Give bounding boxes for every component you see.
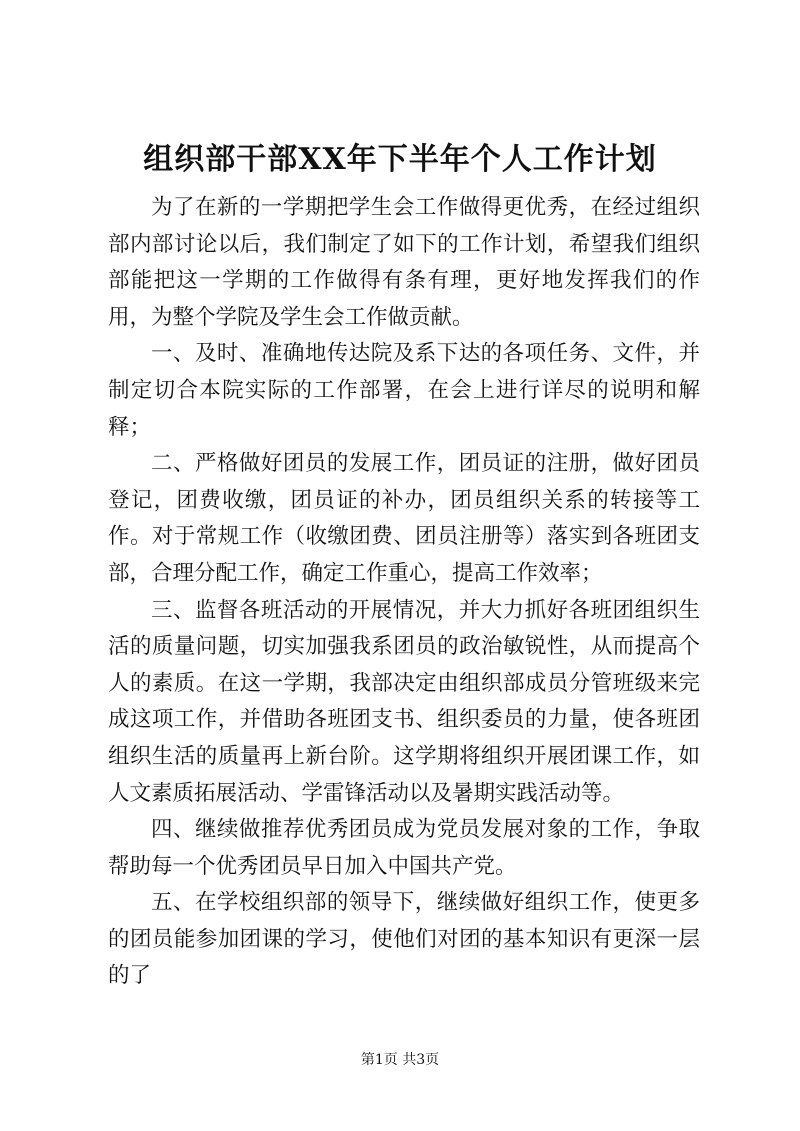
document-title: 组织部干部XX年下半年个人工作计划 (143, 142, 657, 177)
paragraph-item-1: 一、及时、准确地传达院及系下达的各项任务、文件，并制定切合本院实际的工作部署，在会上进行详尽的说明和解释； (108, 341, 700, 440)
document-body (108, 190, 700, 995)
paragraph-item-2: 二、严格做好团员的发展工作，团员证的注册，做好团员登记，团费收缴，团员证的补办，团员组织关系的转接等工作。对于常规工作（收缴团费、团员注册等）落实到各班团支部，合理分配工作，确定工作重心，提高工作效率； (108, 451, 700, 586)
paragraph-intro: 为了在新的一学期把学生会工作做得更优秀，在经过组织部内部讨论以后，我们制定了如下的工作计划，希望我们组织部能把这一学期的工作做得有条有理，更好地发挥我们的作用，为整个学院及学生会工作做贡献。 (108, 195, 700, 330)
page-footer: 第1页 共3页 (360, 1052, 440, 1068)
paragraph-item-4: 四、继续做推荐优秀团员成为党员发展对象的工作，争取帮助每一个优秀团员早日加入中国共产党。 (108, 817, 700, 879)
paragraph-item-5: 五、在学校组织部的领导下，继续做好组织工作，使更多的团员能参加团课的学习，使他们对团的基本知识有更深一层的了 (108, 890, 700, 989)
paragraph-item-3: 三、监督各班活动的开展情况，并大力抓好各班团组织生活的质量问题，切实加强我系团员的政治敏锐性，从而提高个人的素质。在这一学期，我部决定由组织部成员分管班级来完成这项工作，并借助各班团支书、组织委员的力量，使各班团组织生活的质量再上新台阶。这学期将组织开展团课工作，如人文素质拓展活动、学雷锋活动以及暑期实践活动等。 (108, 597, 700, 806)
